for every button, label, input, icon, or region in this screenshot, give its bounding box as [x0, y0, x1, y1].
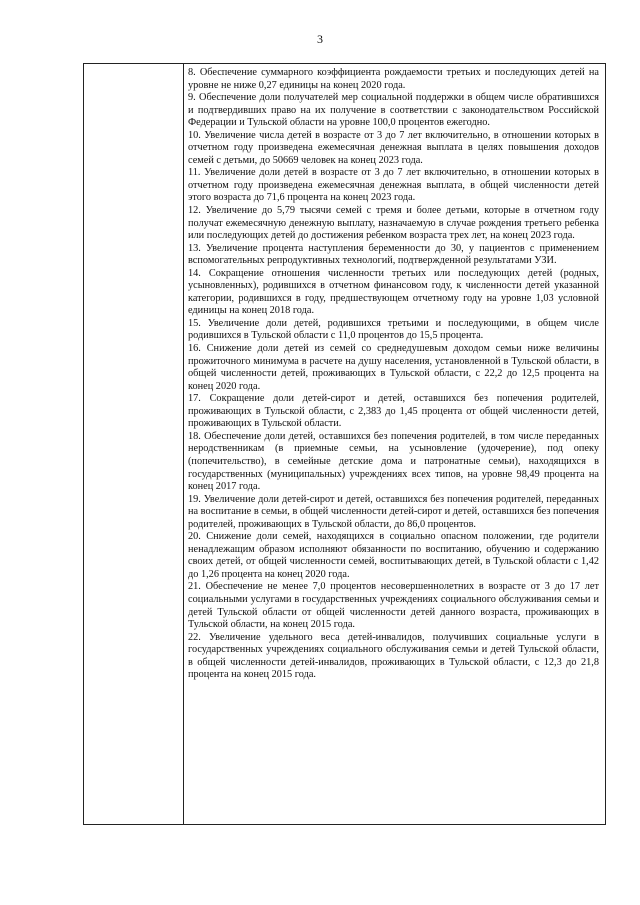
list-item: 17. Сокращение доли детей-сирот и детей, оставшихся без попечения родителей, проживающих в Тульской области, с 2,383 до 1,45 процента от общей численности детей, проживающих в Тульской области.	[188, 393, 599, 430]
list-item: 20. Снижение доли семей, находящихся в социально опасном положении, где родители ненадлежащим образом исполняют обязанности по воспитанию, обучению и содержанию своих детей, от общей численности семей, воспитывающих детей, в Тульской области с 1,42 до 1,26 процента на конец 2020 года.	[188, 531, 599, 580]
list-item: 22. Увеличение удельного веса детей-инвалидов, получивших социальные услуги в государственных учреждениях социального обслуживания семьи и детей Тульской области, в общей численности детей-инвалидов, проживающих в Тульской области, с 12,3 до 21,8 процента на конец 2015 года.	[188, 631, 599, 681]
list-item: 15. Увеличение доли детей, родившихся третьими и последующими, в общем числе родившихся в Тульской области с 11,0 процентов до 15,5 процента.	[188, 317, 599, 342]
list-item: 19. Увеличение доли детей-сирот и детей, оставшихся без попечения родителей, переданных на воспитание в семьи, в общей численности детей-сирот и детей, оставшихся без попечения родителей, проживающих в Тульской области, до 86,0 процентов.	[188, 493, 599, 530]
list-item: 14. Сокращение отношения численности третьих или последующих детей (родных, усыновленных), родившихся в отчетном финансовом году, к численности детей указанной категории, родившихся в году, предшествующем отчетному году на уровне 1,03 условной единицы на конец 2018 года.	[188, 267, 599, 317]
list-item: 21. Обеспечение не менее 7,0 процентов несовершеннолетних в возрасте от 3 до 17 лет социальными услугами в государственных учреждениях социального обслуживания семьи и детей Тульской области от общей численности детей данного возраста, проживающих в Тульской области, на конец 2015 года.	[188, 581, 599, 631]
column-divider	[183, 64, 184, 824]
list-item: 11. Увеличение доли детей в возрасте от 3 до 7 лет включительно, в отношении которых в отчетном году произведена ежемесячная денежная выплата, в общей численности детей этого возраста до 71,6 процента на конец 2023 года.	[188, 167, 599, 204]
list-item: 16. Снижение доли детей из семей со среднедушевым доходом семьи ниже величины прожиточного минимума в расчете на душу населения, установленной в Тульской области, в общей численности детей, проживающих в Тульской области, с 22,2 до 12,5 процента на конец 2020 года.	[188, 343, 599, 392]
list-item: 9. Обеспечение доли получателей мер социальной поддержки в общем числе обратившихся и подтвердивших право на их получение в соответствии с законодательством Российской Федерации и Тульской области на уровне 100,0 процентов ежегодно.	[188, 92, 599, 129]
page-number: 3	[317, 32, 323, 46]
list-item: 12. Увеличение до 5,79 тысячи семей с тремя и более детьми, которые в отчетном году получат ежемесячную денежную выплату, назначаемую в случае рождения третьего ребенка или последующих детей до достижения ребенком возраста трех лет, на конец 2023 года.	[188, 205, 599, 242]
list-item: 8. Обеспечение суммарного коэффициента рождаемости третьих и последующих детей на уровне не ниже 0,27 единицы на конец 2020 года.	[188, 67, 599, 91]
list-item: 18. Обеспечение доли детей, оставшихся без попечения родителей, в том числе переданных неродственникам (в приемные семьи, на усыновление (удочерение), под опеку (попечительство), в семейные детские дома и патронатные семьи), находящихся в государственных (муниципальных) учреждениях всех типов, на уровне 98,49 процента на конец 2017 года.	[188, 430, 599, 493]
list-item: 13. Увеличение процента наступления беременности до 30, у пациентов с применением вспомогательных репродуктивных технологий, подтвержденной результатами УЗИ.	[188, 242, 599, 267]
document-table	[83, 63, 606, 825]
indicator-list	[188, 67, 599, 682]
list-item: 10. Увеличение числа детей в возрасте от 3 до 7 лет включительно, в отношении которых в отчетном году произведена ежемесячная денежная выплата в целях повышения доходов семей с детьми, до 50669 человек на конец 2023 года.	[188, 129, 599, 166]
